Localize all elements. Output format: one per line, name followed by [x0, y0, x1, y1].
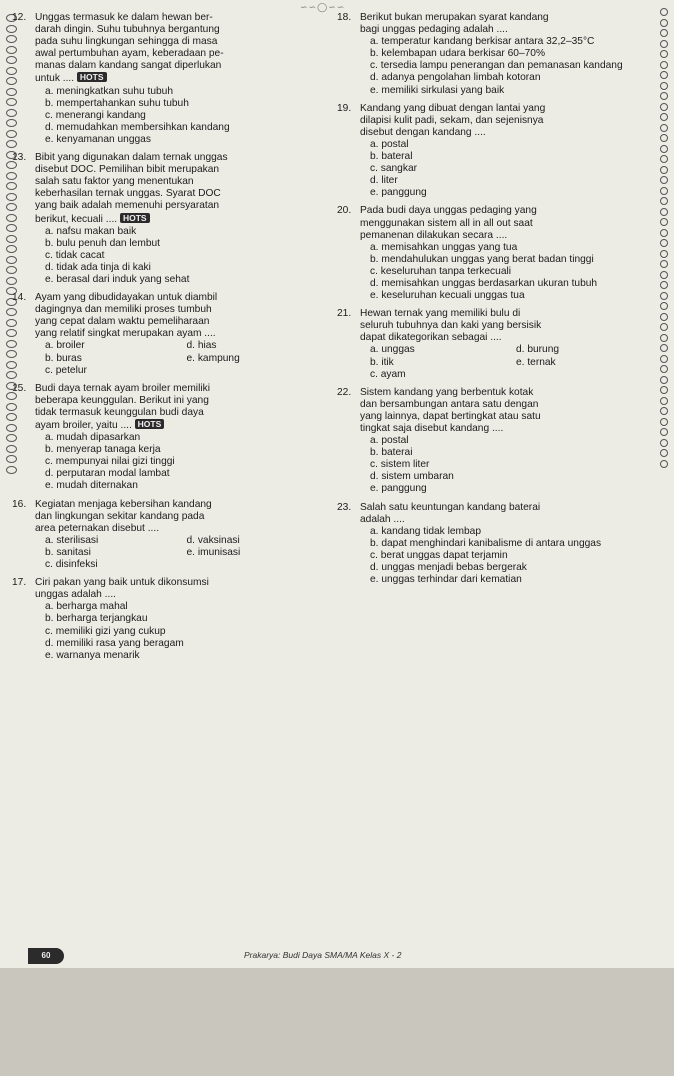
question-item [12, 499, 328, 572]
answer-option[interactable]: e. kampung [186, 352, 240, 364]
question-text: Ayam yang dibudidayakan untuk diambil [35, 292, 218, 304]
question-text: Bibit yang digunakan dalam ternak unggas [35, 152, 228, 164]
question-text: area peternakan disebut .... [35, 522, 160, 534]
question-item [337, 12, 662, 97]
answer-options-grid [45, 535, 328, 571]
answer-option[interactable]: b. menyerap tanaga kerja [45, 444, 161, 456]
answer-option[interactable]: d. unggas menjadi bebas bergerak [370, 562, 527, 574]
answer-option[interactable]: e. imunisasi [186, 546, 241, 558]
question-item [12, 577, 328, 662]
answer-option[interactable]: e. ternak [516, 356, 556, 368]
answer-option[interactable]: c. tidak cacat [45, 249, 105, 261]
answer-option[interactable]: a. temperatur kandang berkisar antara 32,2–35°C [370, 36, 595, 48]
answer-option[interactable]: b. sanitasi [45, 546, 91, 558]
question-text: untuk .... [35, 73, 75, 85]
answer-option[interactable]: b. itik [370, 356, 394, 368]
background-surface [0, 968, 674, 1076]
answer-option[interactable]: a. mudah dipasarkan [45, 432, 141, 444]
question-item [337, 308, 662, 381]
answer-option[interactable]: a. unggas [370, 344, 415, 356]
question-text: manas dalam kandang sangat diperlukan [35, 60, 222, 72]
answer-option[interactable]: d. hias [186, 340, 217, 352]
question-text: Berikut bukan merupakan syarat kandang [360, 12, 549, 23]
answer-option[interactable]: c. petelur [45, 364, 87, 376]
question-text: tingkat saja disebut kandang .... [360, 423, 504, 434]
answer-option[interactable]: d. adanya pengolahan limbah kotoran [370, 72, 541, 84]
question-text: disebut dengan kandang .... [360, 126, 486, 138]
question-item [337, 103, 662, 200]
answer-option[interactable]: b. mendahulukan unggas yang berat badan tinggi [370, 253, 594, 265]
answer-option[interactable]: c. mempunyai nilai gizi tinggi [45, 456, 175, 468]
question-text: adalah .... [360, 513, 405, 525]
answer-option[interactable]: c. ayam [370, 368, 406, 380]
question-text: keberhasilan ternak unggas. Syarat DOC [35, 188, 221, 200]
empty-cell [187, 365, 329, 377]
hots-badge: HOTS [77, 72, 107, 82]
page-footer [0, 946, 674, 968]
question-text: yang relatif singkat merupakan ayam .... [35, 328, 216, 340]
answer-option[interactable]: d. burung [516, 344, 560, 356]
answer-option[interactable]: b. kelembapan udara berkisar 60–70% [370, 48, 545, 60]
question-text-tail [35, 419, 328, 432]
question-text: disebut DOC. Pemilihan bibit merupakan [35, 164, 220, 176]
question-text: Kegiatan menjaga kebersihan kandang [35, 498, 212, 510]
question-text: Budi daya ternak ayam broiler memiliki [35, 382, 210, 394]
answer-option[interactable]: e. panggung [370, 187, 427, 199]
answer-option[interactable]: c. sangkar [370, 163, 417, 175]
question-number: 18. [337, 12, 352, 23]
answer-option[interactable]: a. broiler [45, 340, 85, 352]
answer-option[interactable]: e. memiliki sirkulasi yang baik [370, 84, 505, 96]
question-text: dagingnya dan memiliki proses tumbuh [35, 304, 212, 316]
answer-option[interactable]: e. panggung [370, 483, 427, 495]
question-text: seluruh tubuhnya dan kaki yang bersisik [360, 320, 542, 332]
question-text: Hewan ternak yang memiliki bulu di [360, 308, 521, 320]
question-text: bagi unggas pedaging adalah .... [360, 24, 508, 36]
answer-option[interactable]: b. bateral [370, 151, 413, 163]
question-text: Salah satu keuntungan kandang baterai [360, 501, 541, 513]
answer-option[interactable]: b. baterai [370, 447, 413, 459]
answer-option[interactable]: b. berharga terjangkau [45, 613, 148, 625]
question-number: 12. [12, 12, 27, 23]
question-number: 19. [337, 102, 352, 114]
question-text: salah satu faktor yang menentukan [35, 176, 194, 188]
answer-option[interactable]: e. keseluruhan kecuali unggas tua [370, 290, 525, 302]
answer-option[interactable]: b. buras [45, 352, 82, 364]
question-text: Pada budi daya unggas pedaging yang [360, 205, 537, 217]
answer-option[interactable]: d. memudahkan membersihkan kandang [45, 121, 230, 133]
answer-option[interactable]: a. sterilisasi [45, 534, 99, 546]
answer-option[interactable]: a. nafsu makan baik [45, 225, 137, 237]
question-text: Sistem kandang yang berbentuk kotak [360, 386, 534, 398]
answer-option[interactable]: b. bulu penuh dan lembut [45, 237, 160, 249]
question-text: dapat dikategorikan sebagai .... [360, 332, 502, 344]
empty-cell [516, 369, 662, 381]
question-text: dan bersambungan antara satu dengan [360, 398, 539, 410]
question-text: Kandang yang dibuat dengan lantai yang [360, 102, 546, 114]
answer-option[interactable]: b. mempertahankan suhu tubuh [45, 97, 189, 109]
question-text-tail [35, 72, 328, 85]
question-number: 22. [337, 386, 352, 398]
answer-option[interactable]: a. memisahkan unggas yang tua [370, 241, 518, 253]
question-text: yang cepat dalam waktu pemeliharaan [35, 316, 210, 328]
question-text: unggas adalah .... [35, 589, 116, 601]
answer-option[interactable]: e. kenyamanan unggas [45, 133, 151, 145]
question-number: 21. [337, 308, 352, 320]
answer-option[interactable]: a. berharga mahal [45, 601, 128, 613]
question-item [12, 292, 328, 377]
question-number: 23. [337, 501, 352, 513]
answer-options-grid [370, 344, 662, 380]
question-number: 16. [12, 498, 27, 510]
answer-option[interactable]: c. memiliki gizi yang cukup [45, 625, 166, 637]
answer-option[interactable]: e. warnanya menarik [45, 649, 140, 661]
question-item [12, 152, 328, 286]
page-number: 60 [28, 948, 64, 964]
answer-option[interactable]: c. disinfeksi [45, 559, 98, 571]
answer-option[interactable]: b. dapat menghindari kanibalisme di antara unggas [370, 537, 602, 549]
question-text: Ciri pakan yang baik untuk dikonsumsi [35, 577, 209, 589]
answer-option[interactable]: a. postal [370, 138, 409, 150]
question-text: ayam broiler, yaitu .... [35, 420, 132, 431]
question-text: Unggas termasuk ke dalam hewan ber- [35, 12, 213, 23]
answer-option[interactable]: a. kandang tidak lembap [370, 525, 482, 537]
question-text: beberapa keunggulan. Berikut ini yang [35, 394, 209, 406]
answer-option[interactable]: d. perputaran modal lambat [45, 468, 170, 480]
question-item [337, 205, 662, 302]
answer-option[interactable]: c. berat unggas dapat terjamin [370, 549, 508, 561]
answer-option[interactable]: c. keseluruhan tanpa terkecuali [370, 265, 512, 277]
answer-option[interactable]: c. tersedia lampu penerangan dan pemanasan kandang [370, 60, 623, 72]
left-column [12, 12, 328, 668]
question-item [337, 502, 662, 587]
empty-cell [187, 559, 329, 571]
answer-option[interactable]: d. memisahkan unggas berdasarkan ukuran tubuh [370, 277, 598, 289]
question-item [12, 12, 328, 146]
answer-option[interactable]: d. vaksinasi [186, 534, 240, 546]
right-column [337, 12, 662, 592]
spacer [12, 662, 328, 668]
question-text: awal pertumbuhan ayam, keberadaan pe- [35, 48, 224, 60]
question-number: 15. [12, 382, 27, 394]
question-text: menggunakan sistem all in all out saat [360, 217, 533, 229]
answer-option[interactable]: a. postal [370, 435, 409, 447]
answer-option[interactable]: d. memiliki rasa yang beragam [45, 637, 184, 649]
question-number: 14. [12, 292, 27, 304]
header-ornament: ∽∽◯∽∽ [300, 2, 346, 12]
question-text: pemanenan dilakukan secara .... [360, 229, 508, 241]
question-text: tidak termasuk keunggulan budi daya [35, 406, 204, 418]
answer-option[interactable]: a. meningkatkan suhu tubuh [45, 85, 174, 97]
question-text: berikut, kecuali .... [35, 213, 118, 225]
footer-title: Prakarya: Budi Daya SMA/MA Kelas X - 2 [244, 950, 402, 960]
question-number: 17. [12, 577, 27, 589]
answer-option[interactable]: e. mudah diternakan [45, 480, 138, 492]
question-text: dan lingkungan sekitar kandang pada [35, 510, 205, 522]
answer-option[interactable]: d. tidak ada tinja di kaki [45, 261, 151, 273]
answer-option[interactable]: d. liter [370, 175, 398, 187]
question-text: dilapisi kulit padi, sekam, dan sejenisnya [360, 114, 544, 126]
question-text: yang lainnya, dapat bertingkat atau satu [360, 410, 541, 422]
hots-badge: HOTS [120, 213, 150, 223]
question-text: yang baik adalah memenuhi persyaratan [35, 200, 220, 212]
question-number: 13. [12, 152, 27, 164]
answer-options-grid [45, 340, 328, 376]
spacer [337, 586, 662, 592]
question-text-tail [35, 213, 328, 226]
hots-badge: HOTS [135, 419, 165, 429]
answer-option[interactable]: e. unggas terhindar dari kematian [370, 574, 522, 586]
answer-option[interactable]: c. menerangi kandang [45, 109, 146, 121]
question-text: pada suhu lingkungan sehingga di masa [35, 36, 218, 48]
answer-option[interactable]: d. sistem umbaran [370, 471, 454, 483]
question-number: 20. [337, 205, 352, 217]
answer-option[interactable]: c. sistem liter [370, 459, 430, 471]
question-text: darah dingin. Suhu tubuhnya bergantung [35, 24, 220, 36]
question-item [337, 387, 662, 496]
answer-option[interactable]: e. berasal dari induk yang sehat [45, 273, 190, 285]
question-item [12, 383, 328, 493]
